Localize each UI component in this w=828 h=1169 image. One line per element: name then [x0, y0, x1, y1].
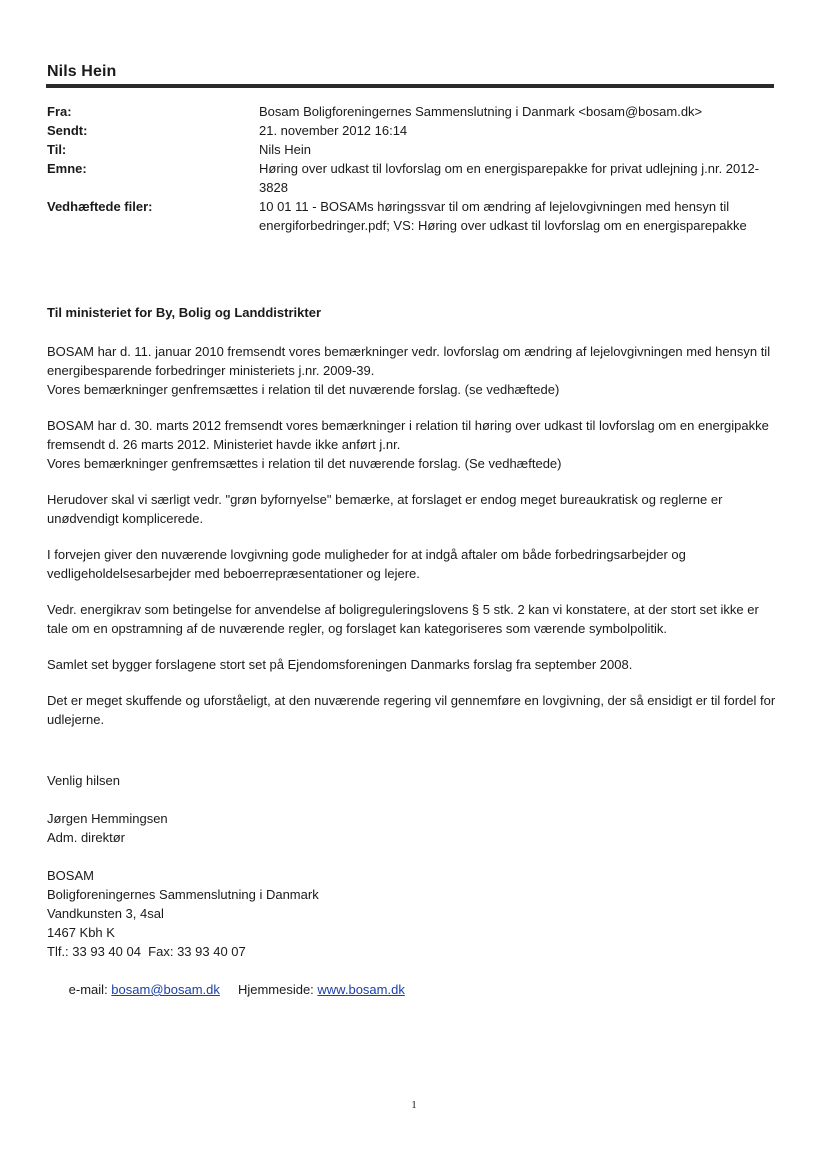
address-line-2: 1467 Kbh K [47, 925, 115, 940]
address-line-1: Vandkunsten 3, 4sal [47, 906, 164, 921]
subject-value: Høring over udkast til lovforslag om en energisparepakke for privat udlejning j.nr. 2012-3828 [259, 161, 760, 195]
signer-title: Adm. direktør [47, 830, 126, 845]
mailbox-owner-name: Nils Hein [47, 63, 117, 80]
salutation: Til ministeriet for By, Bolig og Landdistrikter [47, 305, 321, 320]
paragraph-4: I forvejen giver den nuværende lovgivning gode muligheder for at indgå aftaler om både forbedringsarbejder og vedligeholdelsesarbejder med beboerrepræsentationer og lejere. [47, 547, 686, 581]
paragraph-1: BOSAM har d. 11. januar 2010 fremsendt vores bemærkninger vedr. lovforslag om ændring af lejelovgivningen med hensyn til energibesparende forbedringer ministeriets j.nr. 2009-39. Vores bemærkninger genfremsættes i relation til det nuværende forslag. (se vedhæftede) [47, 344, 771, 397]
attachments-label: Vedhæftede filer: [47, 199, 153, 214]
header-rule [46, 84, 774, 88]
signer-name: Jørgen Hemmingsen [47, 811, 168, 826]
paragraph-7: Det er meget skuffende og uforståeligt, at den nuværende regering vil gennemføre en lovgivning, der så ensidigt er til fordel for udlejerne. [47, 693, 776, 727]
email-body [47, 303, 782, 746]
contact-line [47, 961, 547, 1018]
sent-label: Sendt: [47, 123, 88, 138]
signature-block [47, 771, 547, 1018]
sent-value: 21. november 2012 16:14 [259, 123, 408, 138]
paragraph-3: Herudover skal vi særligt vedr. "grøn byfornyelse" bemærke, at forslaget er endog meget bureaukratisk og reglerne er unødvendigt komplicerede. [47, 492, 723, 526]
subject-label: Emne: [47, 161, 87, 176]
paragraph-2: BOSAM har d. 30. marts 2012 fremsendt vores bemærkninger i relation til høring over udkast til lovforslag om en energipakke fremsendt d. 26 marts 2012. Ministeriet havde ikke anført j.nr. Vores bemærkninger genfremsættes i relation til det nuværende forslag. (Se vedhæftede) [47, 418, 769, 471]
from-value: Bosam Boligforeningernes Sammenslutning i Danmark <bosam@bosam.dk> [259, 104, 703, 119]
email-header [47, 102, 777, 254]
email-link[interactable]: bosam@bosam.dk [111, 982, 220, 997]
page-number: 1 [411, 1099, 417, 1111]
attachments-value: 10 01 11 - BOSAMs høringssvar til om ændring af lejelovgivningen med hensyn til energiforbedringer.pdf; VS: Høring over udkast til lovforslag om en energisparepakke [259, 199, 747, 233]
phone-fax-line: Tlf.: 33 93 40 04 Fax: 33 93 40 07 [47, 944, 246, 959]
email-label: e-mail: [68, 982, 112, 997]
to-value: Nils Hein [259, 142, 312, 157]
to-label: Til: [47, 142, 67, 157]
org-short: BOSAM [47, 868, 94, 883]
paragraph-6: Samlet set bygger forslagene stort set på Ejendomsforeningen Danmarks forslag fra september 2008. [47, 657, 633, 672]
web-label: Hjemmeside: [237, 982, 318, 997]
from-label: Fra: [47, 104, 72, 119]
paragraph-5: Vedr. energikrav som betingelse for anvendelse af boligreguleringslovens § 5 stk. 2 kan vi konstatere, at der stort set ikke er tale om en opstramning af de nuværende regler, og forslaget kan kategoriseres som værende symbolpolitik. [47, 602, 759, 636]
closing: Venlig hilsen [47, 773, 120, 788]
website-link[interactable]: www.bosam.dk [317, 982, 405, 997]
org-full: Boligforeningernes Sammenslutning i Danmark [47, 887, 319, 902]
